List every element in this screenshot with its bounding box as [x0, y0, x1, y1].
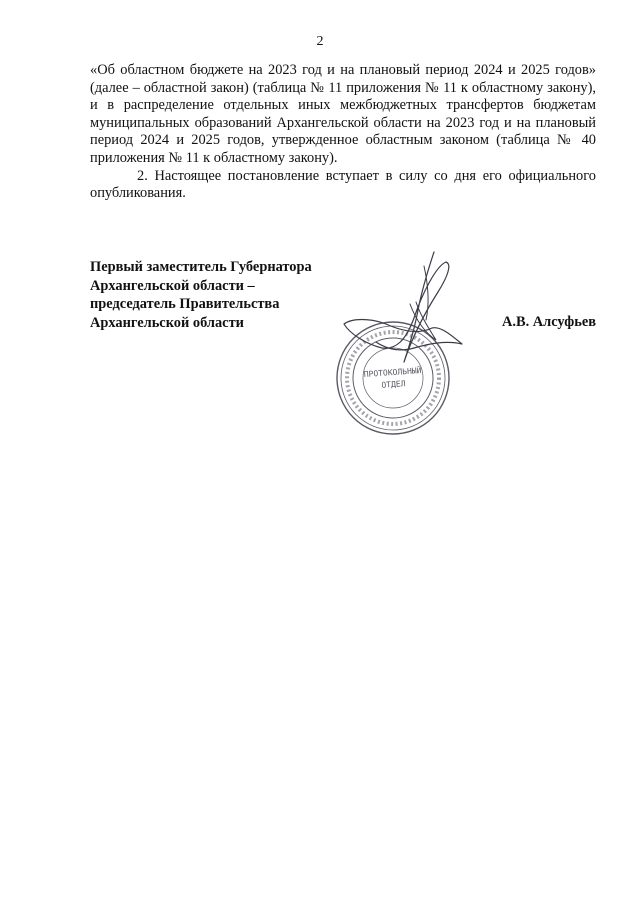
page-number: 2: [316, 34, 324, 49]
signer-name: А.В. Алсуфьев: [501, 314, 596, 330]
seal-text-line-2: ОТДЕЛ: [381, 379, 406, 390]
seal-text-line-1: ПРОТОКОЛЬНЫЙ: [363, 366, 422, 380]
paragraph-effective-date: 2. Настоящее постановление вступает в силу со дня его официального опубликования.: [90, 167, 596, 202]
signer-position-line: Архангельской области –: [90, 277, 255, 294]
signer-position-line: Архангельской области: [90, 314, 244, 331]
signer-position-line: председатель Правительства: [90, 296, 280, 312]
official-seal: [337, 322, 449, 434]
signer-position-line: Первый заместитель Губернатора: [90, 259, 312, 275]
document-body: [90, 62, 596, 203]
seal-and-signature: [316, 244, 476, 446]
paragraph-continuation: «Об областном бюджете на 2023 год и на плановый период 2024 и 2025 годов» (далее – областной закон) (таблица № 11 приложения № 11 к областному закону), и в распределение отдельных иных межбюджетных трансфертов бюджетам муниципальных образований Архангельской области на 2023 год и на плановый период 2024 и 2025 годов, утвержденное областным законом (таблица № 40 приложения № 11 к областному закону).: [90, 62, 596, 166]
